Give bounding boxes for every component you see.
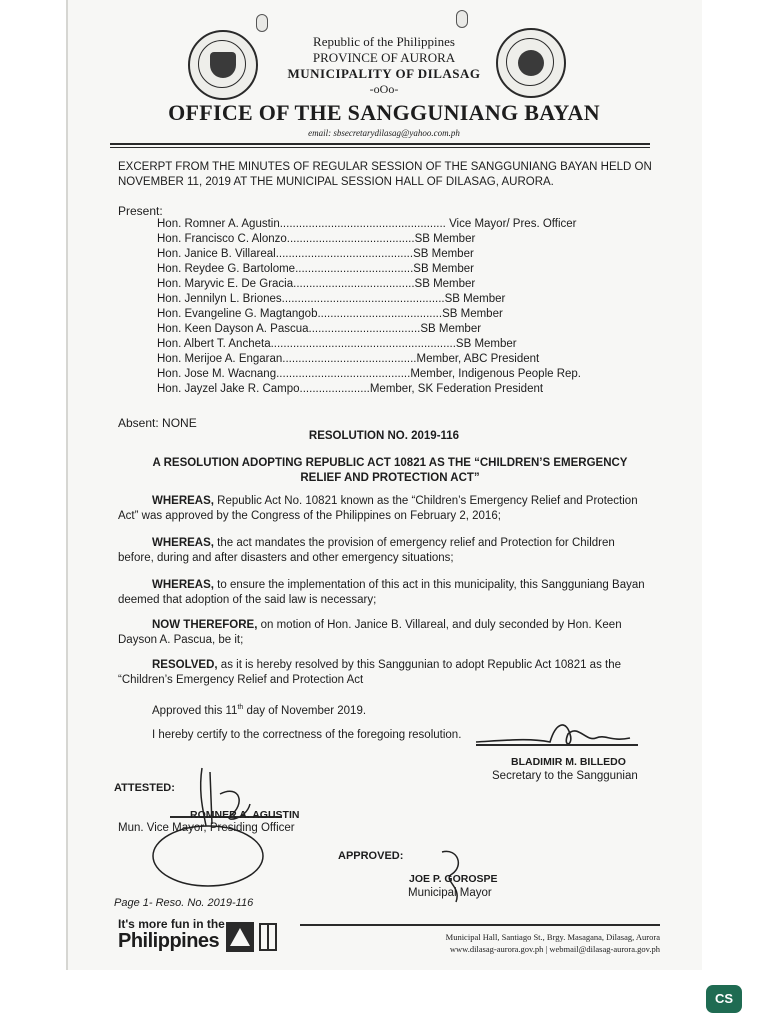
province-line: PROVINCE OF AURORA — [312, 50, 456, 65]
attendee-row — [157, 278, 475, 290]
republic-line: Republic of the Philippines — [313, 34, 455, 49]
attendee-role: SB Member — [414, 278, 476, 290]
whereas-paragraph — [118, 494, 648, 524]
attendee-row — [157, 353, 539, 365]
attendee-dots: .................................................... — [279, 218, 446, 230]
now-therefore-paragraph — [118, 618, 648, 648]
attendee-name: Hon. Reydee G. Bartolome — [157, 263, 296, 275]
attendee-dots: .......................................................... — [270, 338, 456, 350]
resolution-number: RESOLUTION NO. 2019-116 — [308, 430, 460, 442]
paragraph-lead: WHEREAS, — [152, 495, 214, 507]
approved-label: APPROVED: — [338, 850, 404, 862]
attendee-role: SB Member — [413, 263, 475, 275]
attendee-role: SB Member — [444, 293, 506, 305]
attendee-role: Member, Indigenous People Rep. — [410, 368, 582, 380]
paragraph-lead: RESOLVED, — [152, 659, 218, 671]
attendee-role: Vice Mayor/ Pres. Officer — [449, 218, 577, 230]
presiding-officer-title: Mun. Vice Mayor, Presiding Officer — [118, 822, 295, 834]
attendee-dots: .......................................... — [282, 353, 417, 365]
attendee-name: Hon. Janice B. Villareal — [157, 248, 276, 260]
attendee-row — [157, 233, 475, 245]
whereas-paragraph — [118, 536, 648, 566]
attendee-name: Hon. Merijoe A. Engaran — [157, 353, 283, 365]
approved-date: Approved this 11th day of November 2019. — [152, 704, 367, 717]
paragraph-text: to ensure the implementation of this act in this municipality, this Sangguniang Bayan deemed that adoption of the said law is necessary; — [118, 579, 645, 606]
presiding-officer-name: ROMNER A. AGUSTIN — [190, 809, 300, 821]
attendee-dots: ........................................ — [286, 233, 415, 245]
paragraph-text: on motion of Hon. Janice B. Villareal, and duly seconded by Hon. Keen Dayson A. Pascua, be it; — [118, 619, 622, 646]
attendee-dots: ...................................... — [293, 278, 415, 290]
ornament: -oOo- — [369, 82, 399, 96]
attendee-name: Hon. Jose M. Wacnang — [157, 368, 277, 380]
present-label: Present: — [118, 204, 163, 218]
attested-label: ATTESTED: — [114, 782, 175, 794]
attendee-dots: ....................................... — [317, 308, 443, 320]
footer-address: Municipal Hall, Santiago St., Brgy. Masagana, Dilasag, Aurora www.dilasag-aurora.gov.ph | webmail@dilasag-aurora.gov.ph — [445, 932, 660, 954]
punch-hole-left — [256, 14, 268, 32]
certification-text: I hereby certify to the correctness of the foregoing resolution. — [152, 729, 462, 741]
absent-line: Absent: NONE — [118, 416, 197, 430]
attendee-name: Hon. Romner A. Agustin — [157, 218, 280, 230]
attendee-row — [157, 293, 505, 305]
paragraph-lead: WHEREAS, — [152, 537, 214, 549]
resolved-paragraph — [118, 658, 648, 688]
page-edge — [66, 0, 68, 970]
resolution-title: A RESOLUTION ADOPTING REPUBLIC ACT 10821 AS THE “CHILDREN’S EMERGENCY RELIEF AND PROTECTION ACT” — [152, 457, 628, 484]
mayor-name: JOE P. GOROSPE — [409, 873, 498, 885]
whereas-paragraph — [118, 578, 648, 608]
paragraph-lead: NOW THEREFORE, — [152, 619, 258, 631]
attendee-dots: ................................... — [308, 323, 421, 335]
attendee-role: SB Member — [442, 308, 503, 320]
attendee-role: Member, ABC President — [416, 353, 540, 365]
secretary-name: BLADIMIR M. BILLEDO — [511, 756, 626, 768]
secretary-signature — [470, 712, 640, 756]
municipality-line: MUNICIPALITY OF DILASAG — [287, 66, 481, 81]
attendee-name: Hon. Francisco C. Alonzo — [157, 233, 287, 245]
attendee-row — [157, 338, 517, 350]
attendee-row — [157, 383, 543, 395]
attendee-name: Hon. Jayzel Jake R. Campo — [157, 383, 300, 395]
attendee-name: Hon. Keen Dayson A. Pascua — [157, 323, 309, 335]
attendee-role: SB Member — [413, 248, 474, 260]
attendee-name: Hon. Jennilyn L. Briones — [157, 293, 282, 305]
excerpt-text: EXCERPT FROM THE MINUTES OF REGULAR SESSION OF THE SANGGUNIANG BAYAN HELD ON NOVEMBER 11, 2019 AT THE MUNICIPAL SESSION HALL OF DILASAG, AURORA. — [118, 161, 652, 188]
office-email: email: sbsecretarydilasag@yahoo.com.ph — [308, 128, 460, 138]
page-reference: Page 1- Reso. No. 2019-116 — [114, 897, 254, 909]
header-divider — [110, 143, 650, 145]
header-divider-thin — [110, 147, 650, 148]
attendee-row — [157, 323, 481, 335]
attendee-role: SB Member — [420, 323, 482, 335]
attendee-row — [157, 263, 474, 275]
attendee-dots: ........................................... — [275, 248, 414, 260]
paragraph-text: Republic Act No. 10821 known as the “Children’s Emergency Relief and Protection Act” was approved by the Congress of the Philippines on February 2, 2016; — [118, 495, 638, 522]
attendee-name: Hon. Albert T. Ancheta — [157, 338, 271, 350]
paragraph-text: as it is hereby resolved by this Sanggunian to adopt Republic Act 10821 as the “Children’s Emergency Relief and Protection Act — [118, 659, 622, 686]
attendee-role: Member, SK Federation President — [369, 383, 544, 395]
secretary-title: Secretary to the Sanggunian — [492, 770, 638, 782]
its-more-fun-logo: It's more fun in the Philippines — [118, 917, 225, 952]
signature-line — [476, 744, 638, 746]
attendee-role: SB Member — [455, 338, 517, 350]
footer-divider — [300, 924, 660, 926]
attendee-row — [157, 218, 577, 230]
attendee-row — [157, 308, 503, 320]
attendee-dots: ...................... — [299, 383, 370, 395]
attendee-role: SB Member — [414, 233, 476, 245]
paragraph-lead: WHEREAS, — [152, 579, 214, 591]
attendee-dots: .......................................... — [276, 368, 411, 380]
paragraph-text: the act mandates the provision of emergency relief and Protection for Children before, during and after disasters and other emergency situations; — [118, 537, 615, 564]
attendee-row — [157, 368, 581, 380]
attendee-row — [157, 248, 474, 260]
camscanner-badge[interactable]: CS — [706, 985, 742, 1013]
attendee-dots: ................................................... — [281, 293, 445, 305]
mayor-title: Municipal Mayor — [408, 887, 492, 899]
attendee-name: Hon. Maryvic E. De Gracia — [157, 278, 294, 290]
attendee-name: Hon. Evangeline G. Magtangob — [157, 308, 318, 320]
attendee-dots: ..................................... — [295, 263, 414, 275]
tourism-emblem-logo — [226, 920, 280, 954]
office-title: OFFICE OF THE SANGGUNIANG BAYAN — [168, 100, 600, 125]
punch-hole-right — [456, 10, 468, 28]
